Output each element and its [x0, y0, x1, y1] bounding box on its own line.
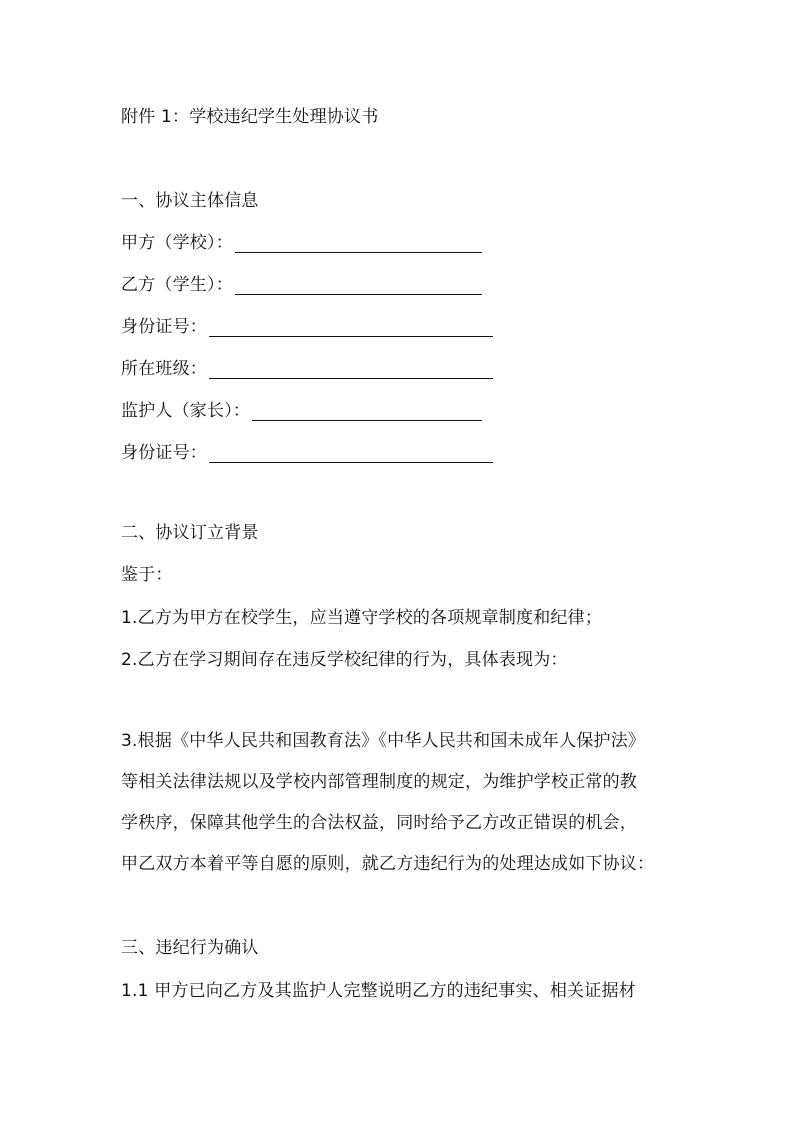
section-2-intro: 鉴于： [121, 565, 173, 585]
field-party-b-label: 乙方（学生）： [121, 275, 233, 295]
field-guardian-id-label: 身份证号： [121, 443, 207, 463]
section-2-item-2: 2.乙方在学习期间存在违反学校纪律的行为，具体表现为： [121, 650, 568, 670]
section-2-item-3-line-2: 等相关法律法规以及学校内部管理制度的规定，为维护学校正常的教 [121, 772, 637, 792]
field-party-b-blank[interactable] [235, 278, 482, 295]
field-student-id-blank[interactable] [209, 320, 493, 337]
field-guardian-id [121, 443, 493, 463]
document-title: 附件 1：学校违纪学生处理协议书 [121, 107, 379, 127]
field-guardian [121, 401, 482, 421]
field-class-blank[interactable] [209, 362, 493, 379]
section-3-item-1-1: 1.1 甲方已向乙方及其监护人完整说明乙方的违纪事实、相关证据材 [121, 981, 636, 1001]
field-class-label: 所在班级： [121, 359, 207, 379]
section-2-item-3-line-1: 3.根据《中华人民共和国教育法》《中华人民共和国未成年人保护法》 [121, 731, 646, 751]
field-guardian-blank[interactable] [252, 404, 482, 421]
field-guardian-label: 监护人（家长）： [121, 401, 251, 421]
field-party-a-label: 甲方（学校）： [121, 233, 233, 253]
section-2-heading: 二、协议订立背景 [121, 523, 259, 543]
field-student-id [121, 317, 493, 337]
section-3-heading: 三、违纪行为确认 [121, 938, 259, 958]
section-2-item-3-line-4: 甲乙双方本着平等自愿的原则，就乙方违纪行为的处理达成如下协议： [121, 854, 655, 874]
section-2-item-3-line-3: 学秩序，保障其他学生的合法权益，同时给予乙方改正错误的机会， [121, 813, 637, 833]
field-class [121, 359, 493, 379]
field-student-id-label: 身份证号： [121, 317, 207, 337]
field-party-b [121, 275, 482, 295]
section-1-heading: 一、协议主体信息 [121, 191, 259, 211]
field-party-a-blank[interactable] [235, 236, 482, 253]
section-2-item-1: 1.乙方为甲方在校学生，应当遵守学校的各项规章制度和纪律； [121, 608, 603, 628]
field-guardian-id-blank[interactable] [209, 446, 493, 463]
field-party-a [121, 233, 482, 253]
